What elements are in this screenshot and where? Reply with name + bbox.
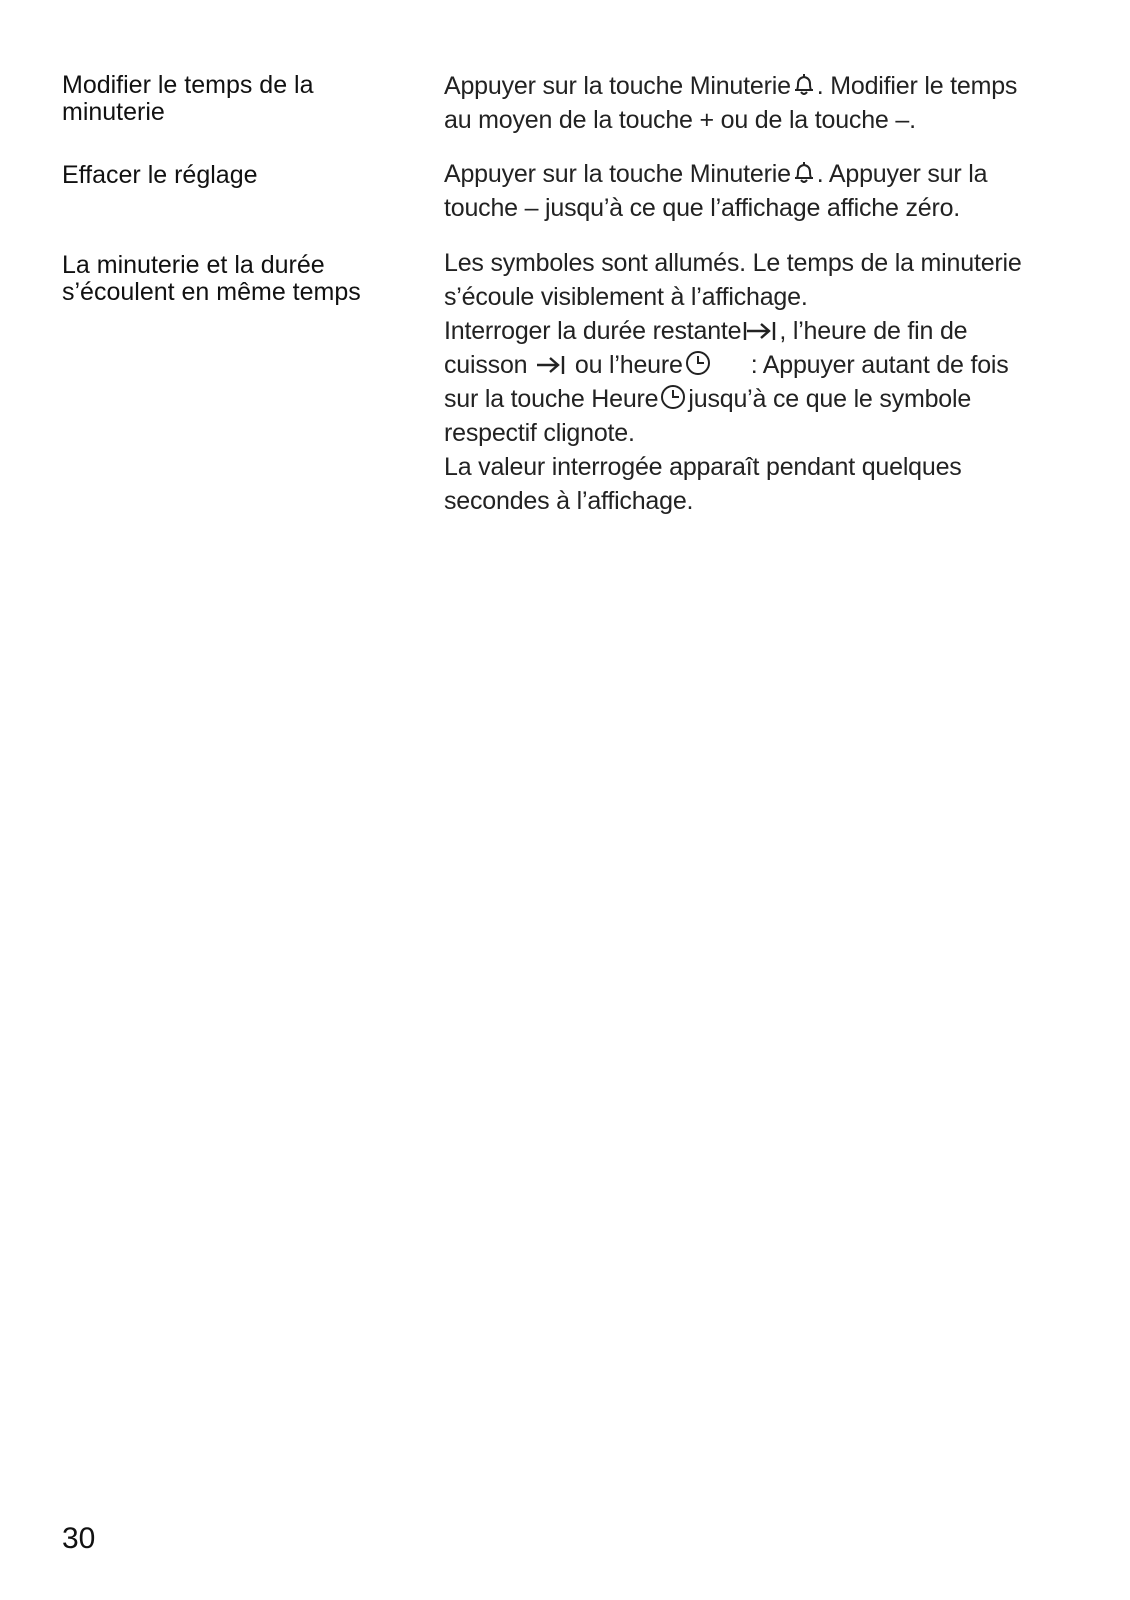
body-timer-and-duration bbox=[444, 246, 1084, 518]
body-line: au moyen de la touche + ou de la touche –. bbox=[444, 106, 916, 134]
text-fragment: Interroger la durée restante bbox=[444, 317, 742, 345]
text-fragment: Appuyer sur la touche Minuterie bbox=[444, 72, 791, 100]
bell-icon bbox=[793, 73, 815, 97]
heading-modify-timer bbox=[62, 72, 412, 126]
body-line: touche – jusqu’à ce que l’affichage affiche zéro. bbox=[444, 194, 961, 222]
heading-line: Modifier le temps de la bbox=[62, 71, 314, 99]
end-time-arrow-icon bbox=[536, 354, 566, 376]
bell-icon bbox=[793, 161, 815, 185]
heading-line: Effacer le réglage bbox=[62, 161, 258, 189]
duration-arrow-icon bbox=[743, 320, 777, 342]
body-line: respectif clignote. bbox=[444, 419, 635, 447]
text-fragment: sur la touche Heure bbox=[444, 385, 659, 413]
clock-icon bbox=[660, 384, 686, 410]
body-line: s’écoule visiblement à l’affichage. bbox=[444, 283, 808, 311]
body-line: secondes à l’affichage. bbox=[444, 487, 694, 515]
text-fragment: . Appuyer sur la bbox=[816, 160, 988, 188]
text-fragment: ou l’heure bbox=[574, 351, 683, 379]
text-fragment: cuisson bbox=[444, 351, 528, 379]
text-fragment: : Appuyer autant de fois bbox=[750, 351, 1009, 379]
body-line bbox=[444, 314, 1084, 348]
body-line: Les symboles sont allumés. Le temps de la minuterie bbox=[444, 249, 1022, 277]
text-fragment: , l’heure de fin de bbox=[779, 317, 968, 345]
body-line bbox=[444, 157, 1084, 191]
text-fragment: . Modifier le temps bbox=[816, 72, 1018, 100]
body-line: La valeur interrogée apparaît pendant quelques bbox=[444, 453, 962, 481]
clock-icon bbox=[685, 350, 711, 376]
heading-line: La minuterie et la durée bbox=[62, 251, 325, 279]
text-fragment: jusqu’à ce que le symbole bbox=[688, 385, 972, 413]
body-clear-setting bbox=[444, 157, 1084, 225]
heading-line: s’écoulent en même temps bbox=[62, 278, 361, 306]
heading-line: minuterie bbox=[62, 98, 165, 126]
heading-timer-and-duration bbox=[62, 252, 412, 306]
body-line bbox=[444, 382, 1084, 416]
body-line bbox=[444, 69, 1084, 103]
body-modify-timer bbox=[444, 69, 1084, 137]
heading-clear-setting bbox=[62, 162, 412, 189]
text-fragment: Appuyer sur la touche Minuterie bbox=[444, 160, 791, 188]
page-number: 30 bbox=[62, 1522, 96, 1555]
body-line bbox=[444, 348, 1084, 382]
